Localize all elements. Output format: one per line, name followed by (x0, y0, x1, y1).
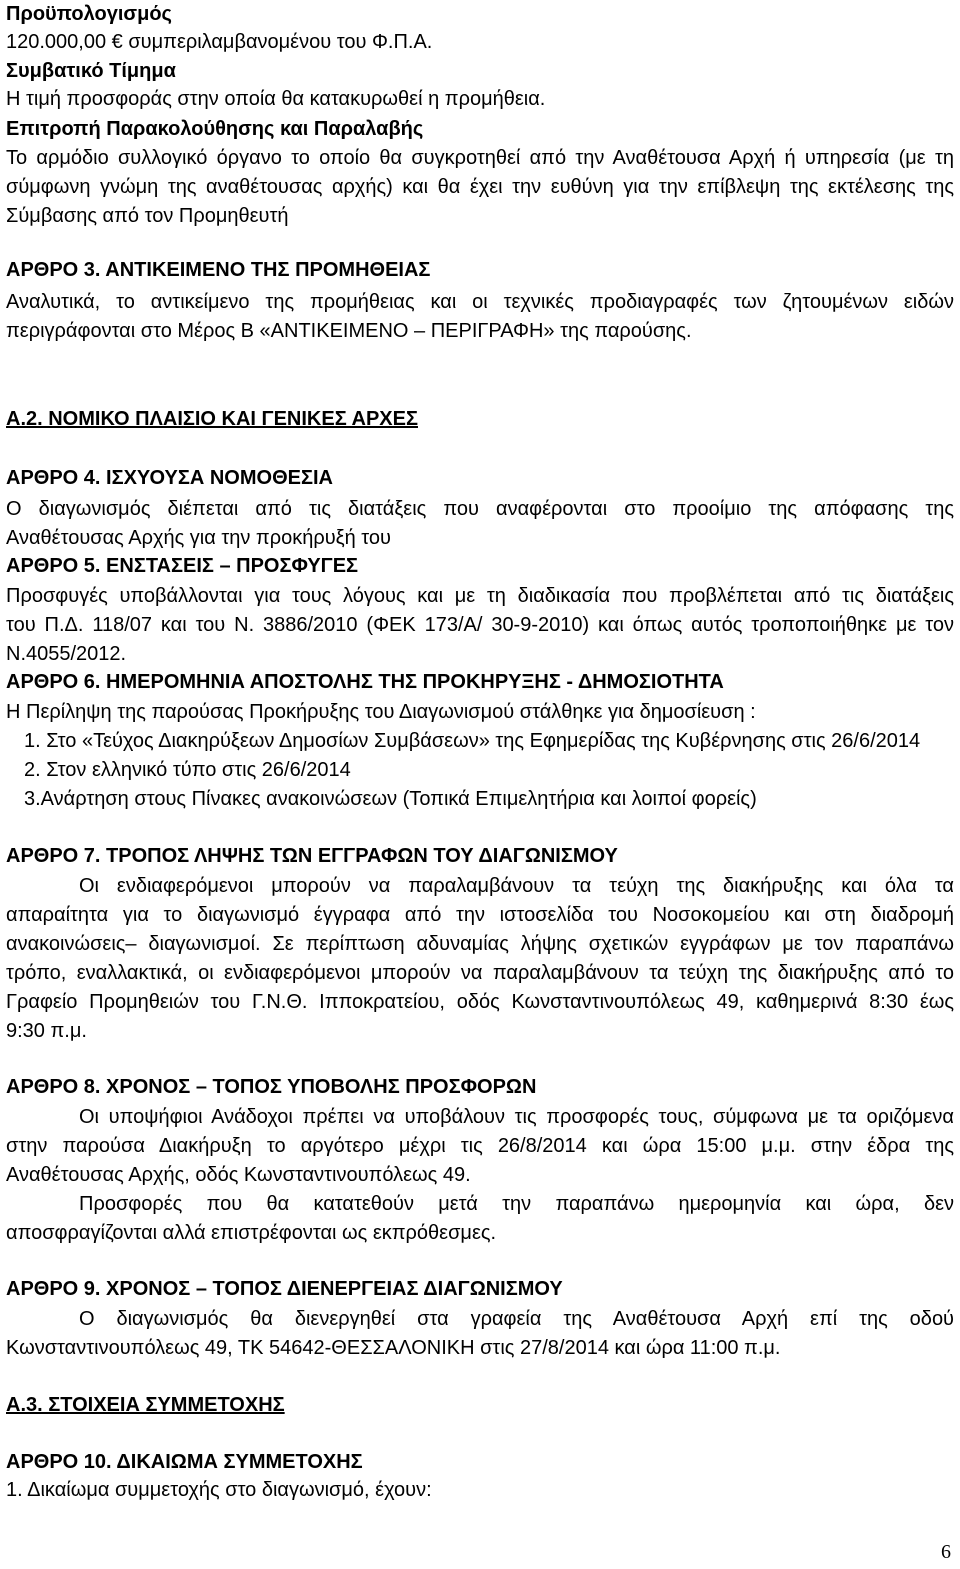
budget-heading: Προϋπολογισμός (6, 3, 172, 25)
article-8-line: στην παρούσα Διακήρυξη το αργότερο μέχρι τις 26/8/2014 και ώρα 15:00 μ.μ. στην έδρα της (6, 1135, 954, 1157)
section-a2-heading: Α.2. ΝΟΜΙΚΟ ΠΛΑΙΣΙΟ ΚΑΙ ΓΕΝΙΚΕΣ ΑΡΧΕΣ (6, 408, 418, 430)
article-5-line: Ν.4055/2012. (6, 643, 127, 665)
committee-line: Το αρμόδιο συλλογικό όργανο το οποίο θα συγκροτηθεί από την Αναθέτουσα Αρχή ή υπηρεσία (με τη (6, 147, 954, 169)
page-number: 6 (941, 1541, 951, 1563)
article-5-heading: ΑΡΘΡΟ 5. ΕΝΣΤΑΣΕΙΣ – ΠΡΟΣΦΥΓΕΣ (6, 555, 359, 577)
article-9-line: Ο διαγωνισμός θα διενεργηθεί στα γραφεία της Αναθέτουσα Αρχή επί της οδού (79, 1308, 954, 1330)
committee-line: Σύμβασης από τον Προμηθευτή (6, 205, 289, 227)
article-5-line: Προσφυγές υποβάλλονται για τους λόγους και με τη διαδικασία που προβλέπεται από τις διατάξεις (6, 585, 954, 607)
article-6-heading: ΑΡΘΡΟ 6. ΗΜΕΡΟΜΗΝΙΑ ΑΠΟΣΤΟΛΗΣ ΤΗΣ ΠΡΟΚΗΡΥΞΗΣ - ΔΗΜΟΣΙΟΤΗΤΑ (6, 671, 724, 693)
article-4-line: Ο διαγωνισμός διέπεται από τις διατάξεις που αναφέρονται στο προοίμιο της απόφασης της (6, 498, 954, 520)
article-8-line: αποσφραγίζονται αλλά επιστρέφονται ως εκπρόθεσμες. (6, 1222, 497, 1244)
contract-price-text: Η τιμή προσφοράς στην οποία θα κατακυρωθεί η προμήθεια. (6, 88, 546, 110)
article-9-heading: ΑΡΘΡΟ 9. ΧΡΟΝΟΣ – ΤΟΠΟΣ ΔΙΕΝΕΡΓΕΙΑΣ ΔΙΑΓΩΝΙΣΜΟΥ (6, 1278, 563, 1300)
article-6-list-item: 1. Στο «Τεύχος Διακηρύξεων Δημοσίων Συμβάσεων» της Εφημερίδας της Κυβέρνησης στις 26/6/2014 (24, 730, 921, 752)
committee-heading: Επιτροπή Παρακολούθησης και Παραλαβής (6, 118, 424, 140)
contract-price-heading: Συμβατικό Τίμημα (6, 60, 176, 82)
article-6-intro: Η Περίληψη της παρούσας Προκήρυξης του Διαγωνισμού στάλθηκε για δημοσίευση : (6, 701, 756, 723)
article-3-line: περιγράφονται στο Μέρος Β «ΑΝΤΙΚΕΙΜΕΝΟ – ΠΕΡΙΓΡΑΦΗ» της παρούσης. (6, 320, 692, 342)
article-7-line: 9:30 π.μ. (6, 1020, 87, 1042)
article-10-heading: ΑΡΘΡΟ 10. ΔΙΚΑΙΩΜΑ ΣΥΜΜΕΤΟΧΗΣ (6, 1451, 363, 1473)
article-3-heading: ΑΡΘΡΟ 3. ΑΝΤΙΚΕΙΜΕΝΟ ΤΗΣ ΠΡΟΜΗΘΕΙΑΣ (6, 259, 431, 281)
article-4-line: Αναθέτουσας Αρχής για την προκήρυξή του (6, 527, 391, 549)
article-10-line: 1. Δικαίωμα συμμετοχής στο διαγωνισμό, έχουν: (6, 1479, 432, 1501)
article-3-line: Αναλυτικά, το αντικείμενο της προμήθειας και οι τεχνικές προδιαγραφές των ζητουμένων ειδών (6, 291, 954, 313)
article-5-line: του Π.Δ. 118/07 και του Ν. 3886/2010 (ΦΕΚ 173/Α/ 30-9-2010) και όπως αυτός τροποποιήθηκε με τον (6, 614, 954, 636)
article-8-line: Οι υποψήφιοι Ανάδοχοι πρέπει να υποβάλουν τις προσφορές τους, σύμφωνα με τα οριζόμενα (79, 1106, 954, 1128)
article-7-heading: ΑΡΘΡΟ 7. ΤΡΟΠΟΣ ΛΗΨΗΣ ΤΩΝ ΕΓΓΡΑΦΩΝ ΤΟΥ ΔΙΑΓΩΝΙΣΜΟΥ (6, 845, 618, 867)
article-6-list-item: 3.Ανάρτηση στους Πίνακες ανακοινώσεων (Τοπικά Επιμελητήρια και λοιποί φορείς) (24, 788, 757, 810)
article-9-line: Κωνσταντινουπόλεως 49, ΤΚ 54642-ΘΕΣΣΑΛΟΝΙΚΗ στις 27/8/2014 και ώρα 11:00 π.μ. (6, 1337, 781, 1359)
committee-line: σύμφωνη γνώμη της αναθέτουσας αρχής) και θα έχει την ευθύνη για την επίβλεψη της εκτέλεσης της (6, 176, 954, 198)
article-6-list-item: 2. Στον ελληνικό τύπο στις 26/6/2014 (24, 759, 351, 781)
section-a3-heading: Α.3. ΣΤΟΙΧΕΙΑ ΣΥΜΜΕΤΟΧΗΣ (6, 1394, 285, 1416)
article-8-line: Αναθέτουσας Αρχής, οδός Κωνσταντινουπόλεως 49. (6, 1164, 471, 1186)
article-7-line: απαραίτητα για το διαγωνισμό έγγραφα από την ιστοσελίδα του Νοσοκομείου και στη διαδρομή (6, 904, 954, 926)
article-7-line: Γραφείο Προμηθειών του Γ.Ν.Θ. Ιπποκρατείου, οδός Κωνσταντινουπόλεως 49, καθημερινά 8:30 έως (6, 991, 954, 1013)
article-4-heading: ΑΡΘΡΟ 4. ΙΣΧΥΟΥΣΑ ΝΟΜΟΘΕΣΙΑ (6, 467, 333, 489)
article-7-line: ανακοινώσεις– διαγωνισμοί. Σε περίπτωση αδυναμίας λήψης σχετικών εγγράφων με τον παραπάνω (6, 933, 954, 955)
article-7-line: Οι ενδιαφερόμενοι μπορούν να παραλαμβάνουν τα τεύχη της διακήρυξης και όλα τα (79, 875, 954, 897)
article-8-line: Προσφορές που θα κατατεθούν μετά την παραπάνω ημερομηνία και ώρα, δεν (79, 1193, 954, 1215)
article-8-heading: ΑΡΘΡΟ 8. ΧΡΟΝΟΣ – ΤΟΠΟΣ ΥΠΟΒΟΛΗΣ ΠΡΟΣΦΟΡΩΝ (6, 1076, 537, 1098)
budget-text: 120.000,00 € συμπεριλαμβανομένου του Φ.Π.Α. (6, 31, 433, 53)
article-7-line: τρόπο, εναλλακτικά, οι ενδιαφερόμενοι μπορούν να παραλαμβάνουν τα τεύχη της διακήρυξης από το (6, 962, 954, 984)
